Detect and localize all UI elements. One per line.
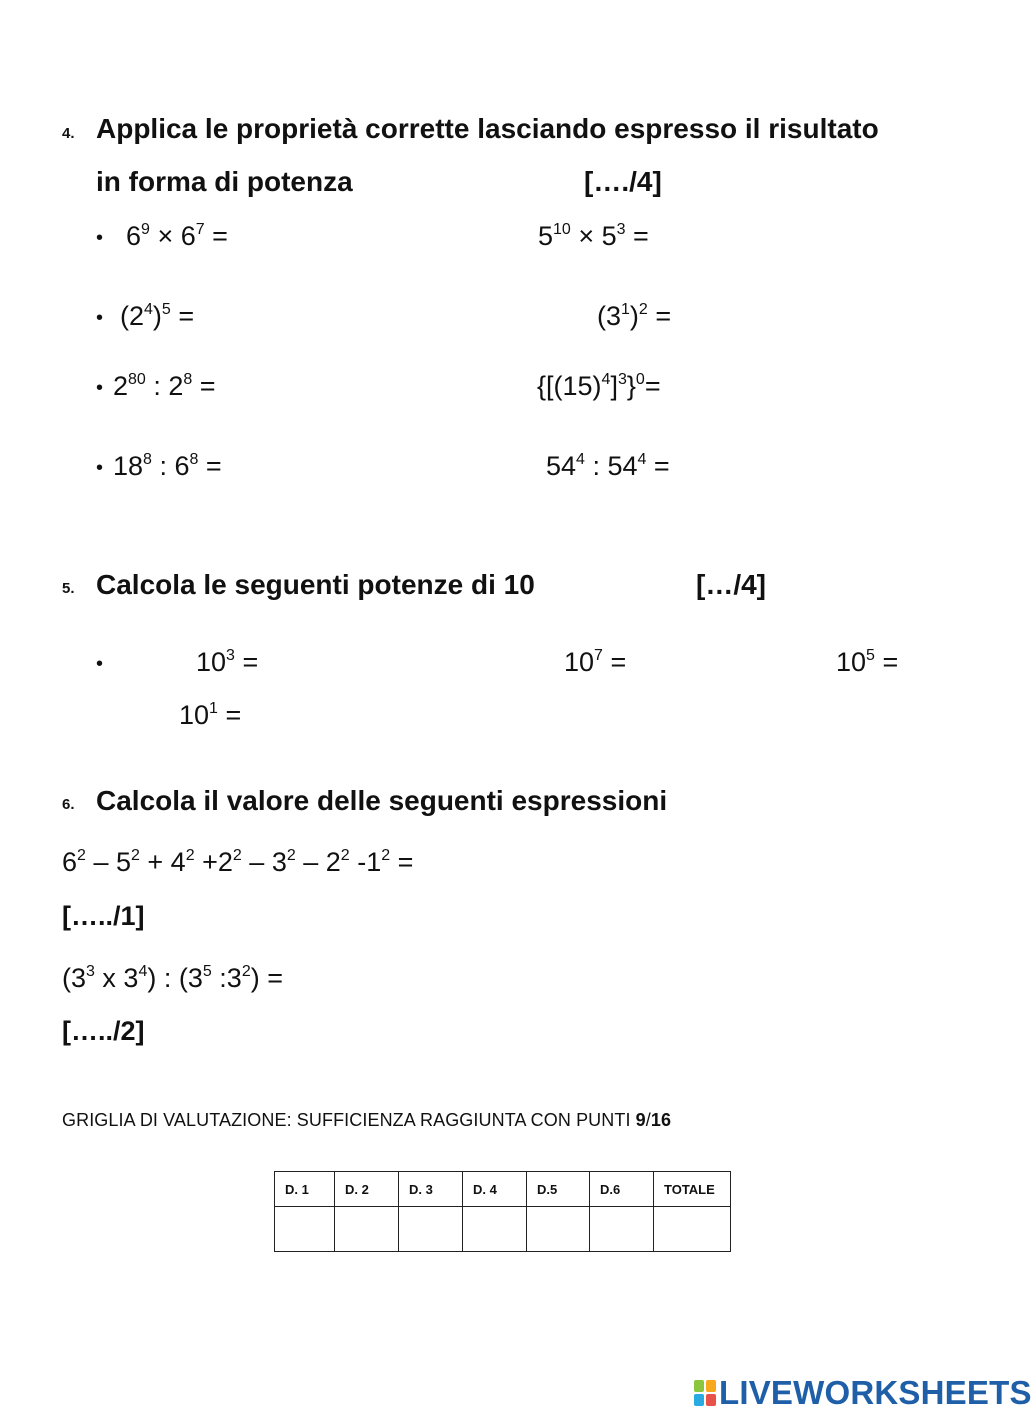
q4-expr-3b: $\{[(15)^4]^3\}^0=$	[537, 371, 661, 401]
q5-title: Calcola le seguenti potenze di 10	[96, 569, 535, 600]
grading-note: GRIGLIA DI VALUTAZIONE: SUFFICIENZA RAGGIUNTA CON PUNTI 9/16	[62, 1110, 672, 1130]
grading-col-total: TOTALE	[654, 1172, 731, 1207]
grading-cell-d3[interactable]	[399, 1207, 463, 1252]
grading-col-d1: D. 1	[275, 1172, 335, 1207]
q5-number: 5.	[62, 580, 75, 597]
grading-cell-d4[interactable]	[463, 1207, 527, 1252]
q4-score: […./4]	[584, 166, 662, 197]
q4-expr-4a: $18^8$ : $6^8$ =	[113, 451, 222, 481]
liveworksheets-logo-icon	[694, 1380, 716, 1406]
q4-expr-1b: $5^{10} \times 5^3$ =	[538, 221, 649, 251]
logo-square-icon	[694, 1380, 704, 1392]
q5-item-3: $10^5$ =	[836, 647, 899, 677]
q4-expr-1a: $6^9 \times 6^7$ =	[126, 221, 228, 251]
q6-title: Calcola il valore delle seguenti espressioni	[96, 785, 668, 816]
logo-square-icon	[694, 1394, 704, 1406]
q4-bullet: •	[96, 227, 104, 249]
q6-expression-2: ($3^3$ x $3^4$) : ($3^5$ $:3^2$) =	[62, 963, 283, 993]
grading-table	[274, 1171, 731, 1252]
grading-cell-d1[interactable]	[275, 1207, 335, 1252]
q4-title-line1: Applica le proprietà corrette lasciando espresso il risultato	[96, 113, 879, 144]
q5-item-4: $10^1$ =	[179, 700, 242, 730]
q6-number: 6.	[62, 796, 75, 813]
q5-score: […/4]	[696, 569, 766, 600]
q5-bullet: •	[96, 653, 104, 675]
logo-square-icon	[706, 1380, 716, 1392]
grading-cell-total[interactable]	[654, 1207, 731, 1252]
grading-table-header-row	[275, 1172, 731, 1207]
q6-score-2: […../2]	[62, 1016, 145, 1046]
q6-score-1: […../1]	[62, 901, 145, 931]
liveworksheets-logo	[694, 1374, 1032, 1412]
grading-cell-d5[interactable]	[527, 1207, 590, 1252]
q4-expr-2a: $(2^4)^5$ =	[120, 301, 195, 331]
grading-col-d3: D. 3	[399, 1172, 463, 1207]
q4-expr-3a: $2^{80}$ : $2^8$ =	[113, 371, 216, 401]
grading-cell-d6[interactable]	[590, 1207, 654, 1252]
q4-expr-2b: $(3^1)^2$ =	[597, 301, 672, 331]
q4-title-line2: in forma di potenza	[96, 166, 353, 197]
grading-table-score-row	[275, 1207, 731, 1252]
q4-bullet: •	[96, 377, 104, 399]
q4-expr-4b: $54^4$ : $54^4$ =	[546, 451, 670, 481]
q6-expression-1: $6^2 - 5^2 + 4^2 +2^2 - 3^2 - 2^2$ $-1^2$ =	[62, 847, 414, 877]
logo-square-icon	[706, 1394, 716, 1406]
grading-col-d4: D. 4	[463, 1172, 527, 1207]
grading-col-d6: D.6	[590, 1172, 654, 1207]
grading-col-d5: D.5	[527, 1172, 590, 1207]
q4-number: 4.	[62, 125, 75, 142]
q5-item-1: $10^3$ =	[196, 647, 259, 677]
q4-bullet: •	[96, 307, 104, 329]
grading-col-d2: D. 2	[335, 1172, 399, 1207]
liveworksheets-logo-text: LIVEWORKSHEETS	[719, 1374, 1032, 1411]
q4-bullet: •	[96, 457, 104, 479]
grading-cell-d2[interactable]	[335, 1207, 399, 1252]
q5-item-2: $10^7$ =	[564, 647, 627, 677]
